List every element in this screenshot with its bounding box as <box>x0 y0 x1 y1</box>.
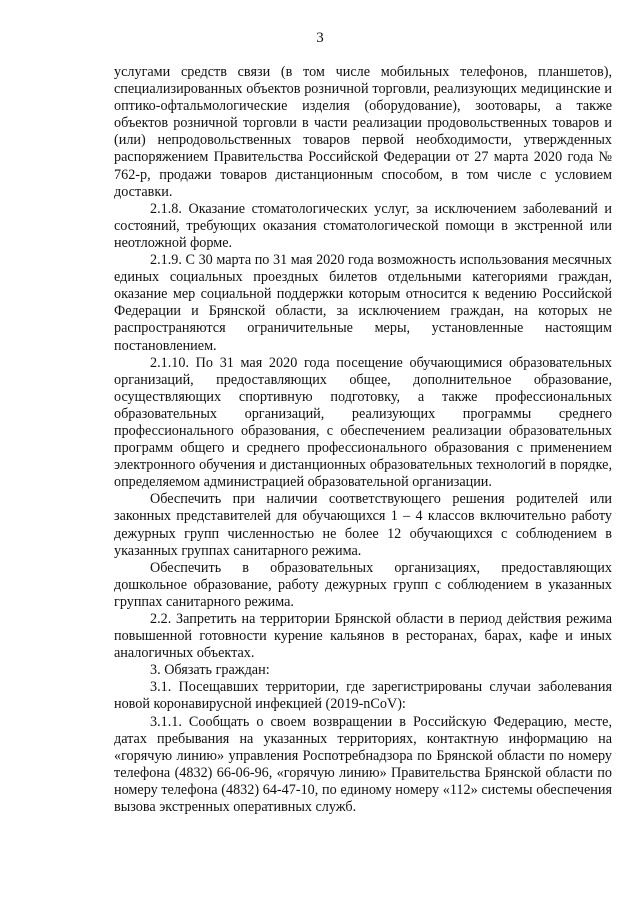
paragraph-2-1-10: 2.1.10. По 31 мая 2020 года посещение обучающимися образовательных организаций, предоставляющих общее, дополнительное образование, осуществляющих спортивную подготовку, а также профессиональных образовательных организаций, реализующих программы среднего профессионального образования, с обеспечением реализации образовательных программ общего и среднего профессионального образования с применением электронного обучения и дистанционных образовательных технологий в порядке, определяемом администрацией образовательной организации. <box>114 354 612 491</box>
paragraph-duty-groups-preschool: Обеспечить в образовательных организациях, предоставляющих дошкольное образование, работу дежурных групп с соблюдением в указанных группах санитарного режима. <box>114 559 612 610</box>
paragraph-continuation: услугами средств связи (в том числе мобильных телефонов, планшетов), специализированных объектов розничной торговли, реализующих медицинские и оптико-офтальмологические изделия (оборудование), зоотовары, а также объектов розничной торговли в части реализации продовольственных товаров и (или) непродовольственных товаров первой необходимости, утвержденных распоряжением Правительства Российской Федерации от 27 марта 2020 года № 762-р, продажи товаров дистанционным способом, в том числе с условием доставки. <box>114 64 612 200</box>
paragraph-duty-groups-schools: Обеспечить при наличии соответствующего решения родителей или законных представителей для обучающихся 1 – 4 классов включительно работу дежурных групп численностью не более 12 обучающихся с соблюдением в указанных группах санитарного режима. <box>114 491 612 559</box>
paragraph-3: 3. Обязать граждан: <box>150 662 270 679</box>
paragraph-3-1: 3.1. Посещавших территории, где зарегистрированы случаи заболевания новой коронавирусной инфекцией (2019-nCoV): <box>114 679 612 713</box>
paragraph-3-1-1: 3.1.1. Сообщать о своем возвращении в Российскую Федерацию, месте, датах пребывания на указанных территориях, контактную информацию на «горячую линию» управления Роспотребнадзора по Брянской области по номеру телефона (4832) 66-06-96, «горячую линию» Правительства Брянской области по номеру телефона (4832) 64-47-10, по единому номеру «112» системы обеспечения вызова экстренных оперативных служб. <box>114 713 612 816</box>
page-number: 3 <box>316 30 324 46</box>
document-body <box>114 64 612 816</box>
paragraph-2-2: 2.2. Запретить на территории Брянской области в период действия режима повышенной готовности курение кальянов в ресторанах, барах, кафе и иных аналогичных объектах. <box>114 611 612 662</box>
paragraph-2-1-8: 2.1.8. Оказание стоматологических услуг, за исключением заболеваний и состояний, требующих оказания стоматологической помощи в экстренной или неотложной форме. <box>114 200 612 251</box>
paragraph-2-1-9: 2.1.9. С 30 марта по 31 мая 2020 года возможность использования месячных единых социальных проездных билетов отдельными категориями граждан, оказание мер социальной поддержки которым относится к ведению Российской Федерации и Брянской области, за исключением граждан, на которых не распространяются ограничительные меры, установленные настоящим постановлением. <box>114 252 612 354</box>
